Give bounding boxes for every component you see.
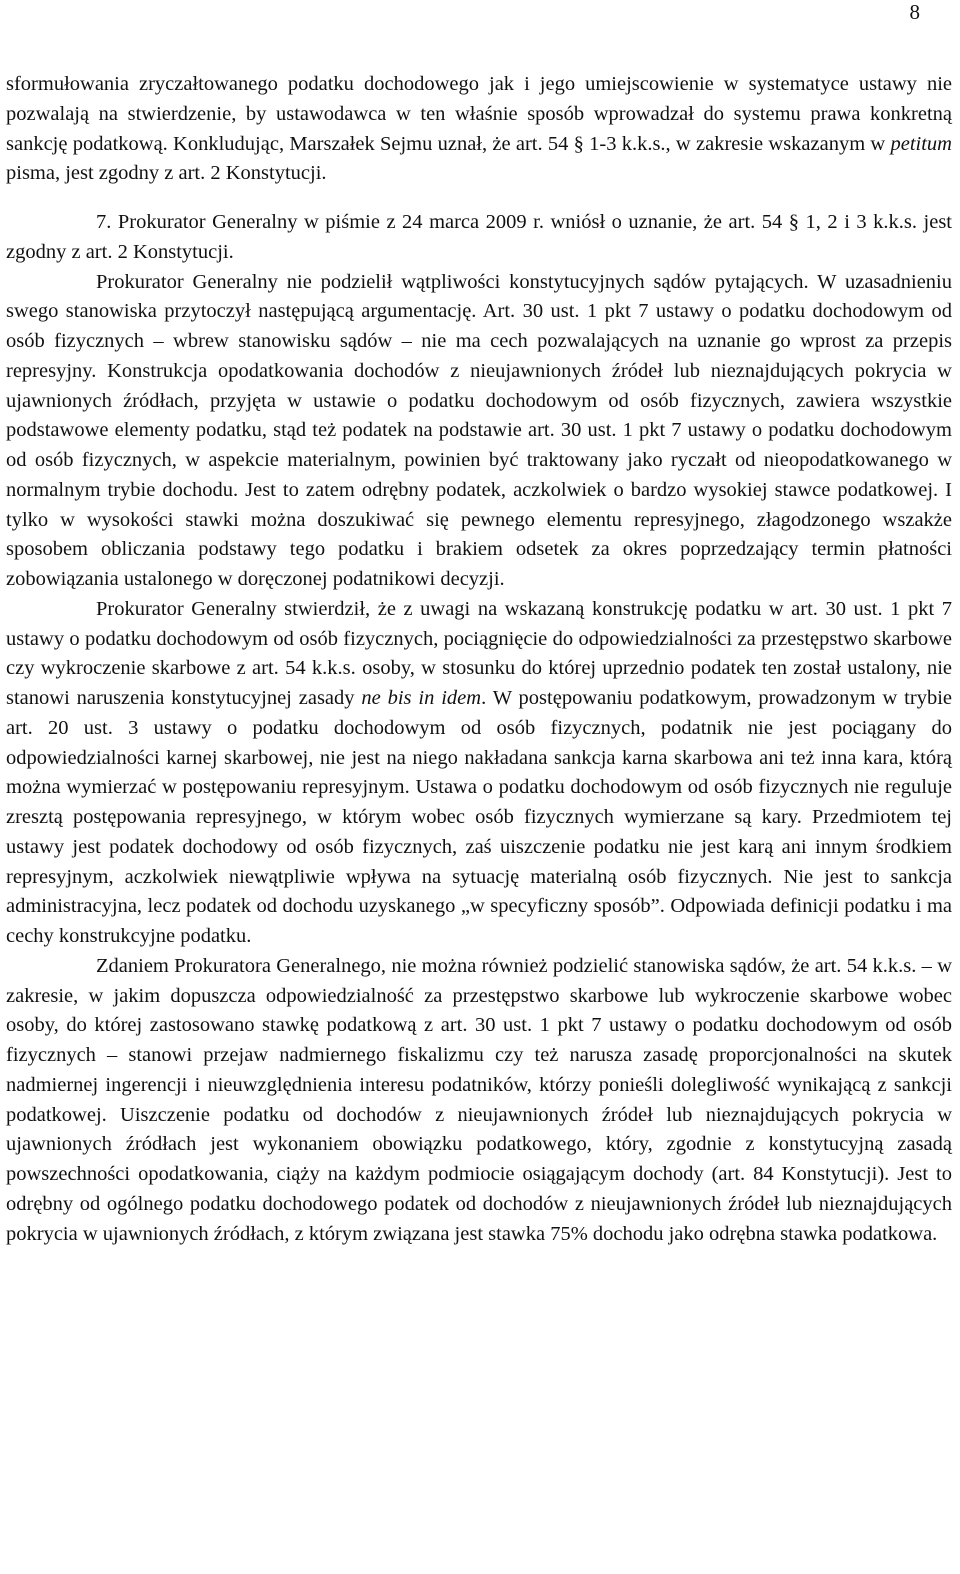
paragraph-text: Zdaniem Prokuratora Generalnego, nie można również podzielić stanowiska sądów, że art. 54 k.k.s. – w zakresie, w jakim dopuszcza odpowiedzialność za przestępstwo skarbowe lub wykroczenie skarbowe wobec osoby, do której zastosowano stawkę podatkową z art. 30 ust. 1 pkt 7 ustawy o podatku dochodowym od osób fizycznych – stanowi przejaw nadmiernego fiskalizmu czy też narusza zasadę proporcjonalności na skutek nadmiernej ingerencji i nieuwzględnienia interesu podatników, którzy ponieśli dolegliwość wynikającą z sankcji podatkowej. Uiszczenie podatku od dochodów z nieujawnionych źródeł lub nieznajdujących pokrycia w ujawnionych źródłach jest wykonaniem obowiązku podatkowego, który, zgodnie z konstytucyjną zasadą powszechności opodatkowania, ciąży na każdym podmiocie osiągającym dochody (art. 84 Konstytucji). Jest to odrębny od ogólnego podatku dochodowego podatek od dochodów z nieujawnionych źródeł lub nieznajdujących pokrycia w ujawnionych źródłach, z którym związana jest stawka 75% dochodu jako odrębna stawka podatkowa. <box>6 954 952 1245</box>
paragraph-text: . W postępowaniu podatkowym, prowadzonym w trybie art. 20 ust. 3 ustawy o podatku dochodowym od osób fizycznych, podatnik nie jest pociągany do odpowiedzialności karnej skarbowej, nie jest na niego nakładana sankcja karna skarbowa ani też inna kara, którą można wymierzać w postępowaniu represyjnym. Ustawa o podatku dochodowym od osób fizycznych nie reguluje zresztą postępowania represyjnego, w którym wobec osób fizycznych wymierzane są kary. Przedmiotem tej ustawy jest podatek dochodowy od osób fizycznych, zaś uiszczenie podatku nie jest karą ani innym środkiem represyjnym, aczkolwiek niewątpliwie wpływa na sytuację materialną osób fizycznych. Nie jest to sankcja administracyjna, lecz podatek od dochodu uzyskanego „w specyficzny sposób”. Odpowiada definicji podatku i ma cechy konstrukcyjne podatku. <box>6 687 952 947</box>
paragraph-text: pisma, jest zgodny z art. 2 Konstytucji. <box>6 162 327 185</box>
paragraph-text: Prokurator Generalny stwierdził, że z uwagi na wskazaną konstrukcję podatku w art. 30 ust. 1 pkt 7 ustawy o podatku dochodowym od osób fizycznych, pociągnięcie do odpowiedzialności za przestępstwo skarbowe czy wykroczenie skarbowe z art. 54 k.k.s. osoby, w stosunku do której uprzednio podatek ten został ustalony, nie stanowi naruszenia konstytucyjnej zasady <box>6 597 952 709</box>
italic-term: petitum <box>890 132 952 155</box>
italic-term: ne bis in idem <box>361 687 482 709</box>
paragraph-text: Prokurator Generalny nie podzielił wątpliwości konstytucyjnych sądów pytających. W uzasadnieniu swego stanowiska przytoczył następującą argumentację. Art. 30 ust. 1 pkt 7 ustawy o podatku dochodowym od osób fizycznych – wbrew stanowisku sądów – nie ma cech pozwalających na uznanie go wprost za przepis represyjny. Konstrukcja opodatkowania dochodów z nieujawnionych źródeł lub nieznajdujących pokrycia w ujawnionych źródłach, przyjęta w ustawie o podatku dochodowym od osób fizycznych, zawiera wszystkie podstawowe elementy podatku, stąd też podatek na podstawie art. 30 ust. 1 pkt 7 ustawy o podatku dochodowym od osób fizycznych, w aspekcie materialnym, powinien być traktowany jako ryczałt od nieopodatkowanego w normalnym trybie dochodu. Jest to zatem odrębny podatek, aczkolwiek o bardzo wysokiej stawce podatkowej. I tylko w wysokości stawki można doszukiwać się pewnego elementu represyjnego, złagodzonego wszakże sposobem obliczania podstawy tego podatku i brakiem odsetek za okres poprzedzający termin płatności zobowiązania ustalonego w doręczonej podatnikowi decyzji. <box>6 270 952 590</box>
paragraph-text: 7. Prokurator Generalny w piśmie z 24 marca 2009 r. wniósł o uznanie, że art. 54 § 1, 2 i 3 k.k.s. jest zgodny z art. 2 Konstytucji. <box>6 211 952 263</box>
paragraph-text: sformułowania zryczałtowanego podatku dochodowego jak i jego umiejscowienie w systematyce ustawy nie pozwalają na stwierdzenie, by ustawodawca w ten właśnie sposób wprowadzał do systemu prawa konkretną sankcję podatkową. Konkludując, Marszałek Sejmu uznał, że art. 54 § 1-3 k.k.s., w zakresie wskazanym w <box>6 73 952 155</box>
page-number: 8 <box>909 0 920 24</box>
paragraph-2 <box>6 208 952 268</box>
paragraph-5 <box>6 952 952 1250</box>
document-body <box>0 70 960 1249</box>
paragraph-4 <box>6 595 952 952</box>
paragraph-3 <box>6 268 952 595</box>
paragraph-1 <box>6 70 952 189</box>
